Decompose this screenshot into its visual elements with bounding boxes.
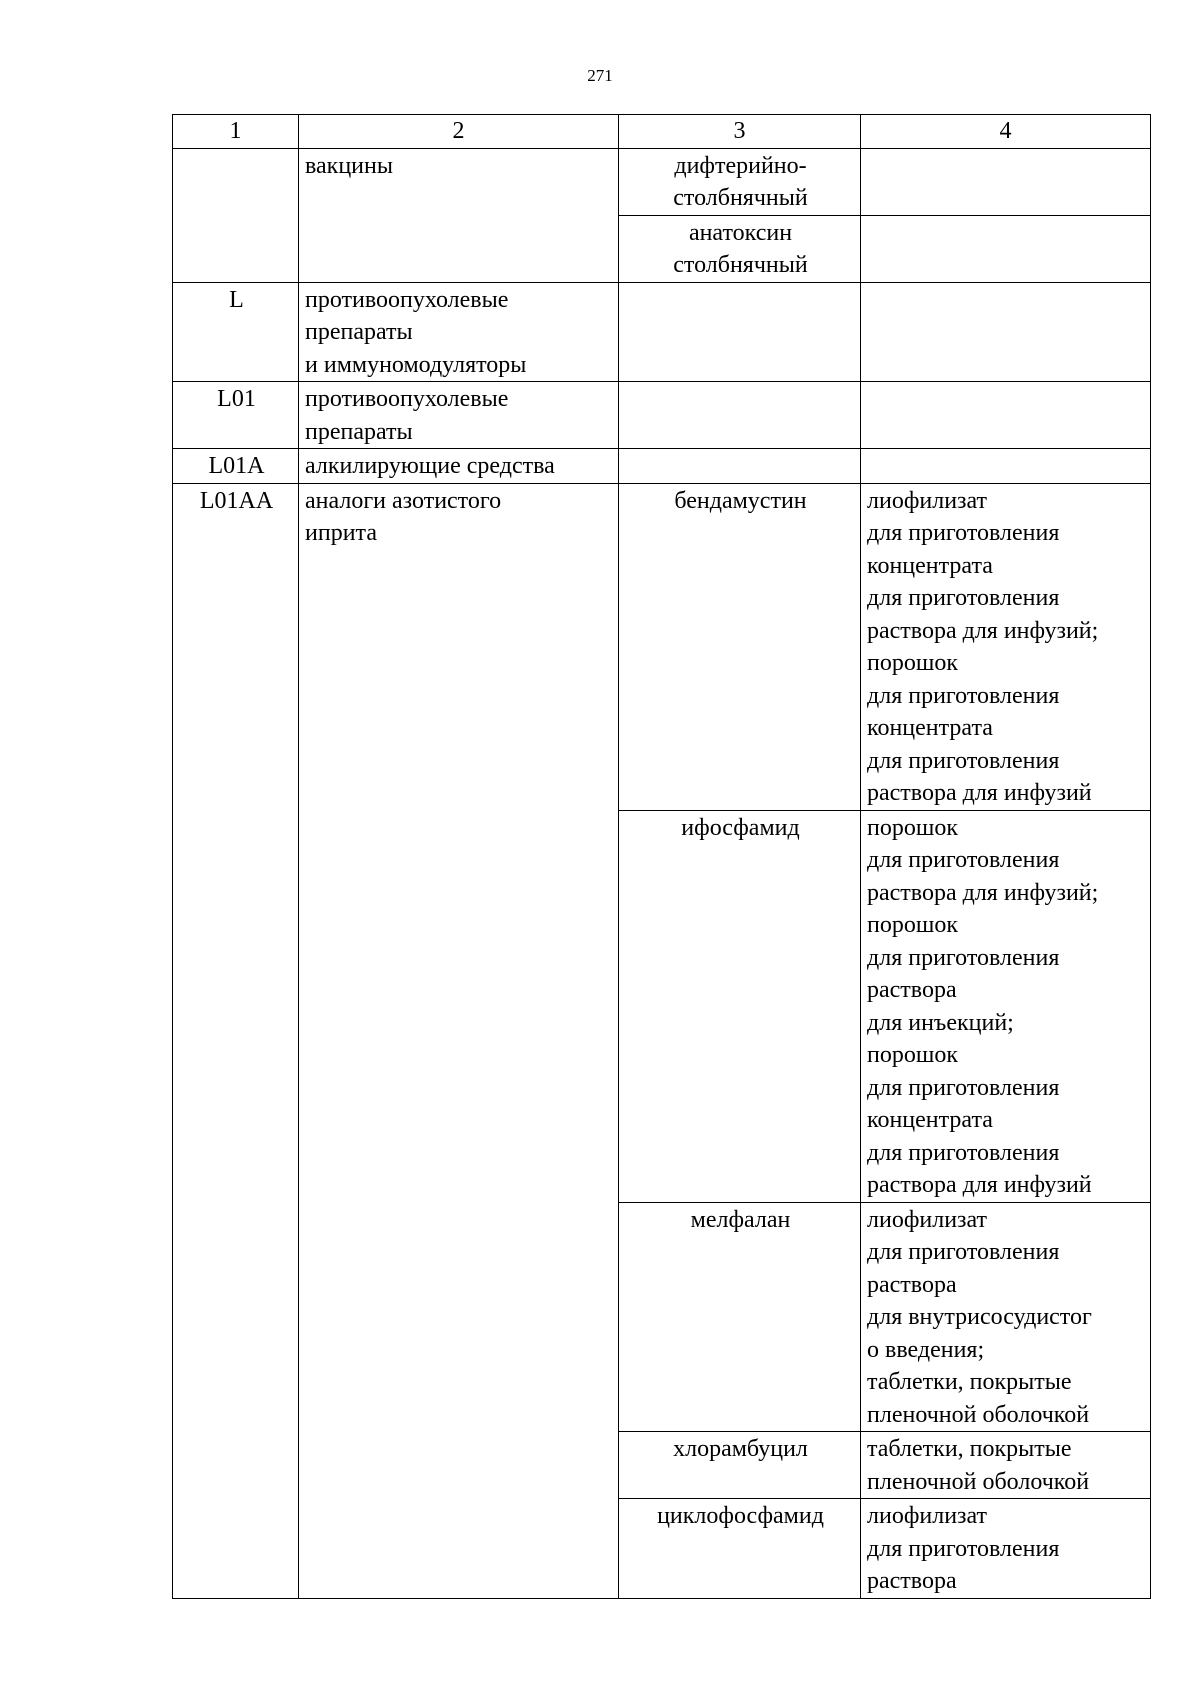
drug-name-cell: дифтерийно- столбнячный: [619, 148, 861, 215]
header-row: [173, 115, 1151, 149]
atc-code-cell: L01A: [173, 449, 299, 484]
table-row: [173, 483, 1151, 810]
drug-name-cell: ифосфамид: [619, 810, 861, 1202]
atc-code-cell: L01AA: [173, 483, 299, 1598]
header-col-1: 1: [173, 115, 299, 149]
drug-name-cell: [619, 282, 861, 382]
dosage-form-cell: [861, 148, 1151, 215]
drug-name-cell: [619, 449, 861, 484]
dosage-form-cell: порошок для приготовления раствора для инфузий; порошок для приготовления раствора для инъекций; порошок для приготовления концентрата для приготовления раствора для инфузий: [861, 810, 1151, 1202]
table-row: [173, 382, 1151, 449]
dosage-form-cell: лиофилизат для приготовления концентрата для приготовления раствора для инфузий; порошок для приготовления концентрата для приготовления раствора для инфузий: [861, 483, 1151, 810]
group-name-cell: алкилирующие средства: [299, 449, 619, 484]
dosage-form-cell: [861, 215, 1151, 282]
atc-code-cell: L01: [173, 382, 299, 449]
dosage-form-cell: [861, 282, 1151, 382]
drug-name-cell: хлорамбуцил: [619, 1432, 861, 1499]
dosage-form-cell: [861, 382, 1151, 449]
dosage-form-cell: [861, 449, 1151, 484]
header-col-2: 2: [299, 115, 619, 149]
table-row: [173, 449, 1151, 484]
atc-code-cell: L: [173, 282, 299, 382]
drug-table: [172, 114, 1151, 1599]
page-number: 271: [587, 66, 613, 85]
header-col-3: 3: [619, 115, 861, 149]
drug-name-cell: бендамустин: [619, 483, 861, 810]
table-row: [173, 282, 1151, 382]
header-col-4: 4: [861, 115, 1151, 149]
table-row: [173, 148, 1151, 215]
drug-name-cell: циклофосфамид: [619, 1499, 861, 1599]
dosage-form-cell: лиофилизат для приготовления раствора для внутрисосудистог о введения; таблетки, покрытые пленочной оболочкой: [861, 1202, 1151, 1432]
table-header: [173, 115, 1151, 149]
group-name-cell: вакцины: [299, 148, 619, 282]
dosage-form-cell: лиофилизат для приготовления раствора: [861, 1499, 1151, 1599]
drug-name-cell: анатоксин столбнячный: [619, 215, 861, 282]
group-name-cell: противоопухолевые препараты: [299, 382, 619, 449]
drug-name-cell: [619, 382, 861, 449]
group-name-cell: противоопухолевые препараты и иммуномодуляторы: [299, 282, 619, 382]
group-name-cell: аналоги азотистого иприта: [299, 483, 619, 1598]
atc-code-cell: [173, 148, 299, 282]
drug-name-cell: мелфалан: [619, 1202, 861, 1432]
dosage-form-cell: таблетки, покрытые пленочной оболочкой: [861, 1432, 1151, 1499]
